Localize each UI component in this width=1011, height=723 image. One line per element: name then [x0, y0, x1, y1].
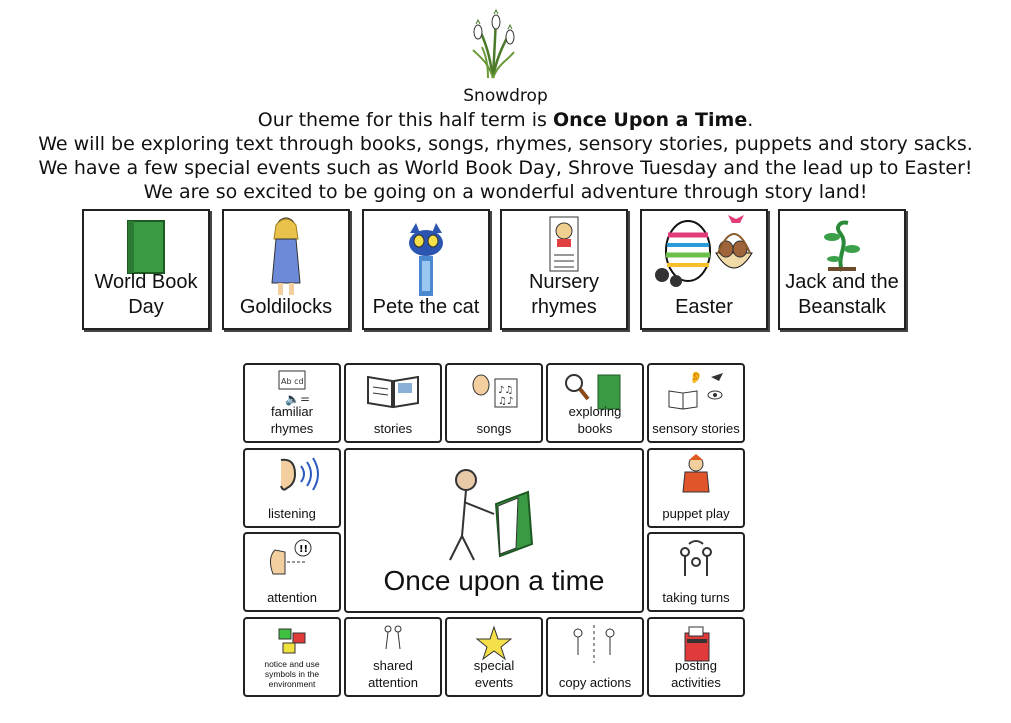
center-label: Once upon a time — [383, 565, 605, 596]
copy-actions-icon — [548, 623, 642, 665]
attention-face-icon — [245, 538, 339, 580]
easter-eggs-icon — [642, 213, 766, 297]
ear-icon — [245, 454, 339, 496]
pete-the-cat-icon — [364, 221, 488, 301]
puppet-icon — [649, 454, 743, 496]
nursery-rhyme-icon — [502, 215, 626, 277]
tile-copy-actions: copy actions — [546, 617, 644, 697]
tile-sensory-stories: 👂 sensory stories — [647, 363, 745, 443]
exploring-line: We will be exploring text through books, songs, rhymes, sensory stories, puppets and story sacks. — [38, 133, 973, 155]
theme-card-easter: Easter — [640, 209, 768, 330]
tile-puppet-play: puppet play — [647, 448, 745, 528]
sensory-senses-icon — [649, 369, 743, 411]
tile-exploring-books: exploring books — [546, 363, 644, 443]
green-book-icon — [84, 215, 208, 277]
svg-text:♪♫: ♪♫ — [498, 385, 514, 396]
theme-line: Our theme for this half term is Once Upon a Time. — [257, 109, 754, 131]
beanstalk-icon — [780, 215, 904, 277]
tile-shared-attention: shared attention — [344, 617, 442, 697]
intro-text — [0, 84, 1011, 204]
singing-music-icon — [447, 369, 541, 411]
tile-stories: stories — [344, 363, 442, 443]
events-line: We have a few special events such as World Book Day, Shrove Tuesday and the lead up to Easter! — [38, 157, 973, 179]
goldilocks-icon — [224, 213, 348, 303]
svg-text:♫♪: ♫♪ — [498, 396, 514, 407]
theme-name: Once Upon a Time — [552, 109, 748, 131]
excited-line: We are so excited to be going on a wonderful adventure through story land! — [143, 181, 868, 203]
snowdrop-icon — [468, 2, 518, 80]
theme-card-jack-and-the-beanstalk: Jack and the Beanstalk — [778, 209, 906, 330]
center-tile-once-upon-a-time — [344, 448, 644, 613]
theme-card-pete-the-cat: Pete the cat — [362, 209, 490, 330]
reading-person-icon — [346, 458, 642, 562]
tile-special-events: special events — [445, 617, 543, 697]
open-book-icon — [346, 369, 440, 411]
svg-text:🔈=: 🔈= — [285, 392, 310, 406]
svg-text:!!: !! — [299, 544, 309, 555]
theme-card-goldilocks: Goldilocks — [222, 209, 350, 330]
tile-taking-turns: taking turns — [647, 532, 745, 612]
tile-familiar-rhymes: Ab cd 🔈= familiar rhymes — [243, 363, 341, 443]
class-name: Snowdrop — [463, 86, 548, 106]
theme-card-nursery-rhymes: Nursery rhymes — [500, 209, 628, 330]
svg-text:Ab cd: Ab cd — [281, 377, 304, 386]
tile-attention: !! attention — [243, 532, 341, 612]
tile-posting-activities: posting activities — [647, 617, 745, 697]
taking-turns-icon — [649, 538, 743, 580]
tile-notice-symbols: notice and use symbols in the environment — [243, 617, 341, 697]
theme-card-world-book-day: World Book Day — [82, 209, 210, 330]
svg-text:👂: 👂 — [689, 371, 703, 384]
tile-listening: listening — [243, 448, 341, 528]
tile-songs: ♪♫ ♫♪ songs — [445, 363, 543, 443]
